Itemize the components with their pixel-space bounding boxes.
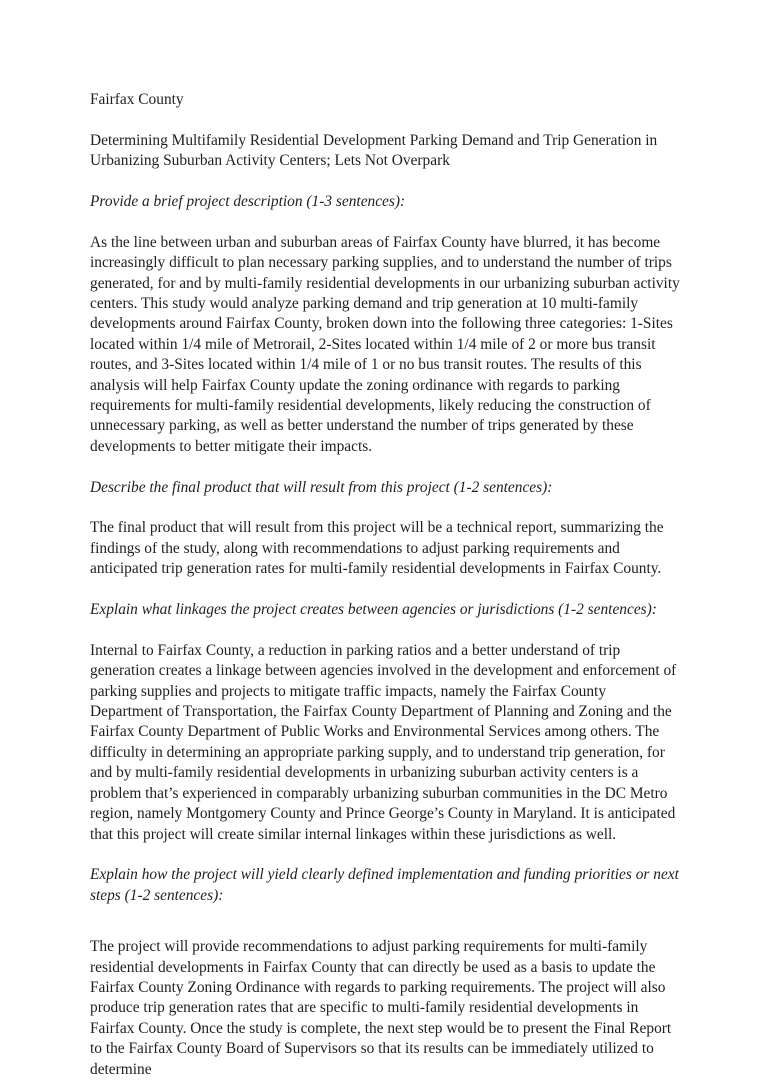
organization-name: Fairfax County bbox=[90, 91, 184, 108]
prompt-linkages: Explain what linkages the project creates between agencies or jurisdictions (1-2 sentences): bbox=[90, 601, 657, 619]
answer-implementation-priorities: The project will provide recommendations to adjust parking requirements for multi-family residential developments in Fairfax County that can directly be used as a basis to update the Fairfax County Zoning Ordinance with regards to parking requirements. The project will also produce trip generation rates that are specific to multi-family residential developments in Fairfax County. Once the study is complete, the next step would be to present the Final Report to the Fairfax County Board of Supervisors so that its results can be immediately utilized to determine bbox=[90, 938, 672, 1078]
project-title: Determining Multifamily Residential Development Parking Demand and Trip Generation in Urbanizing Suburban Activity Centers; Lets Not Overpark bbox=[90, 131, 658, 170]
prompt-final-product: Describe the final product that will result from this project (1-2 sentences): bbox=[90, 478, 553, 496]
prompt-project-description: Provide a brief project description (1-3 sentences): bbox=[90, 193, 406, 210]
answer-final-product: The final product that will result from this project will be a technical report, summarizing the findings of the study, along with recommendations to adjust parking requirements and anticipated trip generation rates for multi-family residential developments in Fairfax County. bbox=[90, 519, 664, 578]
answer-linkages: Internal to Fairfax County, a reduction in parking ratios and a better understand of trip generation creates a linkage between agencies involved in the development and enforcement of parking supplies and projects to mitigate traffic impacts, namely the Fairfax County Department of Transportation, the Fairfax County Department of Planning and Zoning and the Fairfax County Department of Public Works and Environmental Services among others. The difficulty in determining an appropriate parking supply, and to understand trip generation, for and by multi-family residential developments in urbanizing suburban activity centers is a problem that’s experienced in comparably urbanizing suburban communities in the DC Metro region, namely Montgomery County and Prince George’s County in Maryland. It is anticipated that this project will create similar internal linkages within these jurisdictions as well. bbox=[90, 641, 677, 843]
answer-project-description: As the line between urban and suburban areas of Fairfax County have blurred, it has become increasingly difficult to plan necessary parking supplies, and to understand the number of trips generated, for and by multi-family residential developments in our urbanizing suburban activity centers. This study would analyze parking demand and trip generation at 10 multi-family developments around Fairfax County, broken down into the following three categories: 1-Sites located within 1/4 mile of Metrorail, 2-Sites located within 1/4 mile of 2 or more bus transit routes, and 3-Sites located within 1/4 mile of 1 or no bus transit routes. The results of this analysis will help Fairfax County update the zoning ordinance with regards to parking requirements for multi-family residential developments, likely reducing the construction of unnecessary parking, as well as better understand the number of trips generated by these developments to better mitigate their impacts. bbox=[90, 233, 680, 455]
document-body bbox=[90, 90, 680, 1080]
prompt-implementation-priorities: Explain how the project will yield clearly defined implementation and funding priorities or next steps (1-2 sentences): bbox=[90, 866, 679, 904]
